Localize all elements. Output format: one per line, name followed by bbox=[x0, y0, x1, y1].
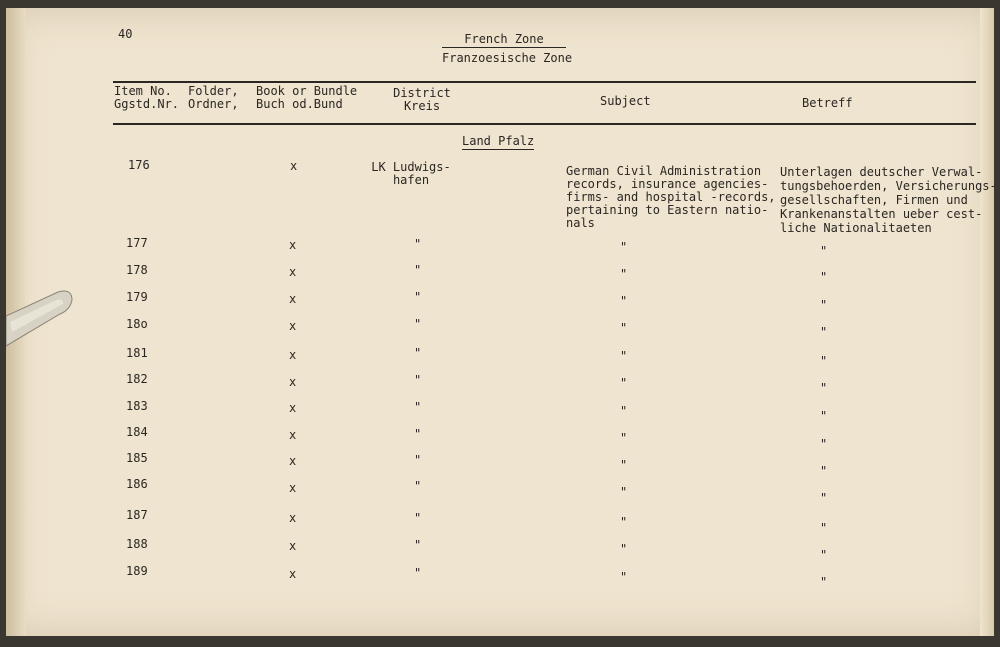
betreff-ditto: " bbox=[820, 270, 828, 284]
book-mark: x bbox=[289, 454, 297, 468]
district-ditto: " bbox=[414, 511, 422, 525]
book-mark: x bbox=[289, 539, 297, 553]
book-mark: x bbox=[289, 401, 297, 415]
subject-line: German Civil Administration bbox=[566, 164, 762, 178]
subject-ditto: " bbox=[620, 294, 628, 308]
item-number: 184 bbox=[126, 425, 148, 439]
item-number: 176 bbox=[128, 158, 150, 172]
district-ditto: " bbox=[414, 290, 422, 304]
item-number: 188 bbox=[126, 537, 148, 551]
item-number: 181 bbox=[126, 346, 148, 360]
page-edge bbox=[980, 8, 994, 636]
section-heading: Land Pfalz bbox=[462, 134, 535, 148]
document-page bbox=[6, 8, 997, 636]
district-ditto: " bbox=[414, 346, 422, 360]
book-mark: x bbox=[289, 238, 297, 252]
paper-clip-icon bbox=[6, 288, 76, 348]
subject-line: nals bbox=[566, 216, 595, 230]
item-number: 18o bbox=[126, 317, 148, 331]
subject-ditto: " bbox=[620, 485, 628, 499]
item-number: 177 bbox=[126, 236, 148, 250]
item-number: 178 bbox=[126, 263, 148, 277]
subject-ditto: " bbox=[620, 431, 628, 445]
district-ditto: " bbox=[414, 479, 422, 493]
item-number: 187 bbox=[126, 508, 148, 522]
betreff-ditto: " bbox=[820, 298, 828, 312]
book-mark: x bbox=[289, 319, 297, 333]
book-mark: x bbox=[289, 567, 297, 581]
district-ditto: " bbox=[414, 400, 422, 414]
header-folder-german: Ordner, bbox=[188, 97, 239, 111]
item-number: 185 bbox=[126, 451, 148, 465]
betreff-ditto: " bbox=[820, 244, 828, 258]
header-district-german: Kreis bbox=[403, 99, 441, 113]
header-district: District bbox=[393, 86, 451, 100]
district-ditto: " bbox=[414, 538, 422, 552]
district-ditto: " bbox=[414, 427, 422, 441]
page-title: French Zone bbox=[442, 33, 566, 48]
subject-ditto: " bbox=[620, 542, 628, 556]
header-book-german: Buch od.Bund bbox=[256, 97, 343, 111]
book-mark: x bbox=[289, 292, 297, 306]
book-mark: x bbox=[289, 428, 297, 442]
subject-ditto: " bbox=[620, 321, 628, 335]
betreff-ditto: " bbox=[820, 521, 828, 535]
betreff-line: liche Nationalitaeten bbox=[780, 221, 932, 235]
header-item-german: Ggstd.Nr. bbox=[114, 97, 180, 111]
district-ditto: " bbox=[414, 317, 422, 331]
book-mark: x bbox=[290, 159, 298, 173]
header-book: Book or Bundle bbox=[256, 84, 358, 98]
header-item: Item No. bbox=[114, 84, 172, 98]
district-line: LK Ludwigs- bbox=[371, 160, 451, 174]
subject-ditto: " bbox=[620, 458, 628, 472]
header-top-rule bbox=[113, 81, 976, 83]
book-mark: x bbox=[289, 265, 297, 279]
betreff-ditto: " bbox=[820, 491, 828, 505]
betreff-ditto: " bbox=[820, 381, 828, 395]
betreff-ditto: " bbox=[820, 548, 828, 562]
betreff-ditto: " bbox=[820, 464, 828, 478]
item-number: 189 bbox=[126, 564, 148, 578]
header-folder: Folder, bbox=[188, 84, 239, 98]
subject-ditto: " bbox=[620, 349, 628, 363]
subject-ditto: " bbox=[620, 570, 628, 584]
subject-ditto: " bbox=[620, 515, 628, 529]
page-number: 40 bbox=[118, 27, 133, 41]
betreff-line: gesellschaften, Firmen und bbox=[780, 193, 968, 207]
district-ditto: " bbox=[414, 237, 422, 251]
subject-ditto: " bbox=[620, 376, 628, 390]
subject-ditto: " bbox=[620, 404, 628, 418]
betreff-line: Unterlagen deutscher Verwal- bbox=[780, 165, 983, 179]
item-number: 182 bbox=[126, 372, 148, 386]
betreff-ditto: " bbox=[820, 354, 828, 368]
district-ditto: " bbox=[414, 373, 422, 387]
book-mark: x bbox=[289, 481, 297, 495]
header-subject: Subject bbox=[600, 94, 651, 108]
betreff-ditto: " bbox=[820, 575, 828, 589]
item-number: 186 bbox=[126, 477, 148, 491]
item-number: 179 bbox=[126, 290, 148, 304]
betreff-ditto: " bbox=[820, 437, 828, 451]
subject-ditto: " bbox=[620, 267, 628, 281]
district-ditto: " bbox=[414, 263, 422, 277]
header-betreff: Betreff bbox=[802, 96, 853, 110]
item-number: 183 bbox=[126, 399, 148, 413]
district-ditto: " bbox=[414, 566, 422, 580]
book-mark: x bbox=[289, 348, 297, 362]
book-mark: x bbox=[289, 375, 297, 389]
page-subtitle: Franzoesische Zone bbox=[442, 51, 573, 65]
betreff-ditto: " bbox=[820, 409, 828, 423]
subject-line: records, insurance agencies- bbox=[566, 177, 769, 191]
subject-line: pertaining to Eastern natio- bbox=[566, 203, 769, 217]
header-bottom-rule bbox=[113, 123, 976, 125]
district-line: hafen bbox=[392, 173, 430, 187]
betreff-line: Krankenanstalten ueber cest- bbox=[780, 207, 983, 221]
betreff-line: tungsbehoerden, Versicherungs- bbox=[780, 179, 997, 193]
betreff-ditto: " bbox=[820, 325, 828, 339]
book-mark: x bbox=[289, 511, 297, 525]
subject-line: firms- and hospital -records, bbox=[566, 190, 776, 204]
subject-ditto: " bbox=[620, 240, 628, 254]
district-ditto: " bbox=[414, 453, 422, 467]
